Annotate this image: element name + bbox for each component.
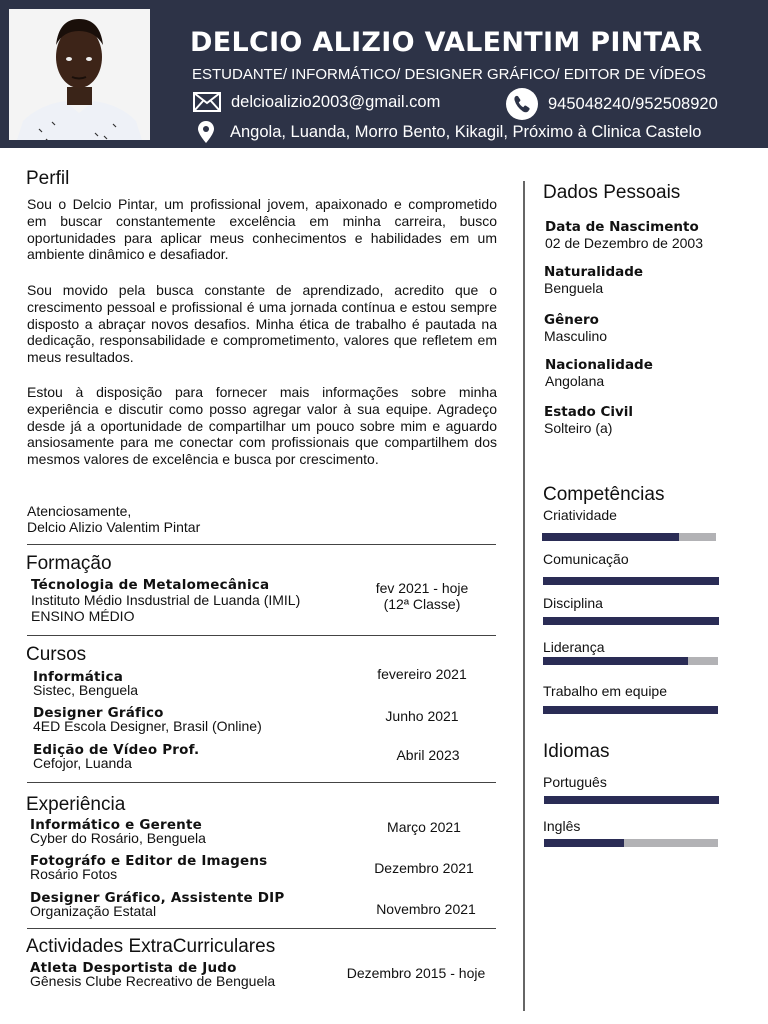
curso-title-informatica: Informática (33, 669, 124, 685)
formacao-item-institution: Instituto Médio Insdustrial de Luanda (IMIL) (31, 592, 301, 608)
skill-fill (543, 577, 719, 585)
dados-label-genero: Gênero (544, 312, 599, 328)
exp-org-1: Cyber do Rosário, Benguela (30, 830, 206, 846)
address-contact (198, 121, 701, 143)
section-title-actividades: Actividades ExtraCurriculares (26, 936, 276, 957)
section-title-competencias: Competências (543, 484, 665, 505)
language-label-portugues: Português (543, 774, 607, 790)
exp-date-1: Março 2021 (387, 819, 461, 835)
candidate-headline: ESTUDANTE/ INFORMÁTICO/ DESIGNER GRÁFICO/ EDITOR DE VÍDEOS (192, 66, 706, 83)
phone-icon (506, 88, 538, 120)
curso-title-designer: Designer Gráfico (33, 705, 164, 721)
formacao-item-title: Técnologia de Metalomecânica (31, 577, 270, 593)
formacao-item-level: ENSINO MÉDIO (31, 608, 135, 624)
exp-title-2: Fotográfo e Editor de Imagens (30, 853, 268, 869)
curso-title-video: Edição de Vídeo Prof. (33, 742, 200, 758)
language-fill (544, 839, 624, 847)
section-title-cursos: Cursos (26, 644, 87, 665)
section-title-idiomas: Idiomas (543, 741, 610, 762)
section-title-formacao: Formação (26, 553, 112, 574)
dados-value-naturalidade: Benguela (544, 280, 604, 296)
actividade-date: Dezembro 2015 - hoje (346, 965, 486, 981)
phone-text[interactable]: 945048240/952508920 (548, 94, 718, 113)
skill-bar-lideranca (543, 657, 718, 665)
dados-label-nascimento: Data de Nascimento (545, 219, 699, 235)
section-title-experiencia: Experiência (26, 794, 126, 815)
perfil-paragraph-1: Sou o Delcio Pintar, um profissional jovem, apaixonado e comprometido em buscar constantemente excelência em minha carreira, busco oportunidades para aplicar meus conhecimentos e habilidades em um ambiente dinâmico e desafiador. (27, 196, 497, 263)
email-text[interactable]: delcioalizio2003@gmail.com (231, 92, 441, 111)
curso-date-designer: Junho 2021 (385, 708, 459, 724)
section-title-dados: Dados Pessoais (543, 182, 681, 203)
profile-photo-portrait (9, 9, 150, 140)
envelope-icon (193, 92, 221, 112)
divider-cursos (27, 782, 496, 783)
skill-bar-comunicacao (543, 577, 719, 585)
exp-title-1: Informático e Gerente (30, 817, 203, 833)
actividade-title: Atleta Desportista de Judo (30, 960, 237, 976)
language-bar-ingles (544, 839, 718, 847)
skill-label-lideranca: Liderança (543, 639, 605, 655)
curso-date-informatica: fevereiro 2021 (377, 666, 467, 682)
skill-fill (542, 533, 679, 541)
skill-fill (543, 657, 688, 665)
skill-bar-equipe (543, 706, 718, 714)
exp-date-3: Novembro 2021 (376, 901, 476, 917)
exp-org-2: Rosário Fotos (30, 866, 118, 882)
skill-label-comunicacao: Comunicação (543, 551, 629, 567)
perfil-paragraph-2: Sou movido pela busca constante de aprendizado, acredito que o crescimento pessoal e profissional é uma jornada contínua e estou sempre disposto a abraçar novos desafios. Minha ética de trabalho é pautada na dedicação, responsabilidade e comprometimento, valores que refletem em meus resultados. (27, 282, 497, 366)
dados-value-nacionalidade: Angolana (545, 373, 605, 389)
formacao-item-class: (12ª Classe) (383, 596, 461, 612)
candidate-name: DELCIO ALIZIO VALENTIM PINTAR (190, 27, 703, 58)
email-contact[interactable] (193, 92, 440, 112)
curso-date-video: Abril 2023 (396, 747, 460, 763)
language-bar-portugues (544, 796, 719, 804)
curso-place-informatica: Sistec, Benguela (33, 682, 139, 698)
formacao-item-date: fev 2021 - hoje (375, 580, 469, 596)
curso-place-designer: 4ED Escola Designer, Brasil (Online) (33, 718, 262, 734)
actividade-club: Gênesis Clube Recreativo de Benguela (30, 973, 276, 989)
language-fill (544, 796, 719, 804)
skill-label-criatividade: Criatividade (543, 507, 617, 523)
dados-label-estado-civil: Estado Civil (544, 404, 634, 420)
exp-date-2: Dezembro 2021 (374, 860, 474, 876)
curso-place-video: Cefojor, Luanda (33, 755, 132, 771)
skill-fill (543, 706, 718, 714)
profile-photo (9, 9, 150, 140)
skill-fill (543, 617, 719, 625)
address-text: Angola, Luanda, Morro Bento, Kikagil, Próximo à Clinica Castelo (230, 122, 702, 141)
language-label-ingles: Inglês (543, 818, 581, 834)
dados-label-nacionalidade: Nacionalidade (545, 357, 653, 373)
perfil-signature: Delcio Alizio Valentim Pintar (27, 519, 201, 535)
dados-value-estado-civil: Solteiro (a) (544, 420, 613, 436)
dados-value-genero: Masculino (544, 328, 608, 344)
dados-value-nascimento: 02 de Dezembro de 2003 (545, 235, 703, 251)
column-divider (523, 181, 525, 1011)
header-banner (0, 0, 768, 148)
skill-bar-criatividade (542, 533, 716, 541)
skill-label-disciplina: Disciplina (543, 595, 603, 611)
section-title-perfil: Perfil (26, 168, 70, 189)
skill-label-equipe: Trabalho em equipe (543, 683, 668, 699)
perfil-paragraph-3: Estou à disposição para fornecer mais informações sobre minha experiência e discutir como posso agregar valor à sua equipe. Agradeço desde já a oportunidade de compartilhar um pouco sobre mim e aguardo ansiosamente para me conectar com profissionais que compartilhem dos mesmos valores de excelência e busca por crescimento. (27, 384, 497, 468)
exp-title-3: Designer Gráfico, Assistente DIP (30, 890, 285, 906)
exp-org-3: Organização Estatal (30, 903, 157, 919)
divider-experiencia (27, 928, 496, 929)
divider-formacao (27, 635, 496, 636)
divider-perfil (27, 544, 496, 545)
phone-contact[interactable] (506, 88, 718, 120)
dados-label-naturalidade: Naturalidade (544, 264, 644, 280)
skill-bar-disciplina (543, 617, 719, 625)
location-pin-icon (198, 121, 214, 143)
perfil-closing: Atenciosamente, (27, 503, 132, 519)
